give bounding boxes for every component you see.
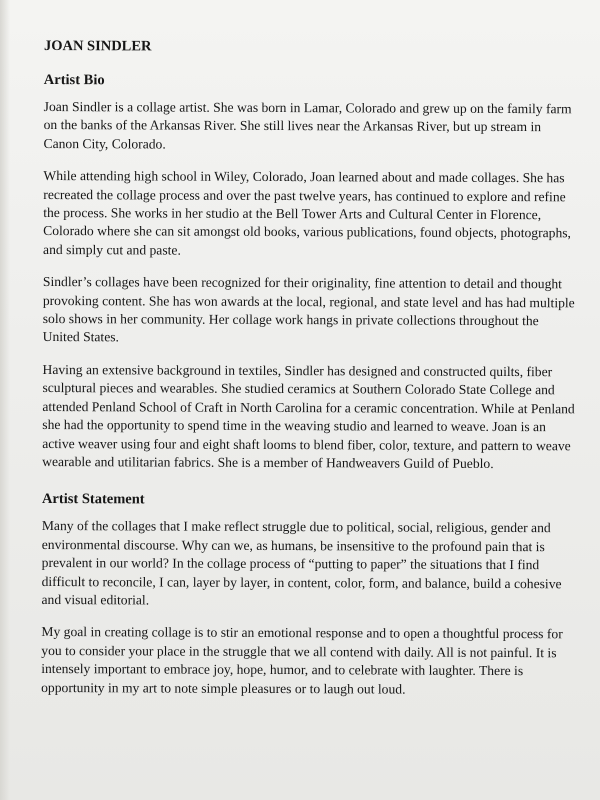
bio-section xyxy=(42,98,578,474)
bio-heading: Artist Bio xyxy=(43,71,105,89)
bio-paragraph-1: Joan Sindler is a collage artist. She was born in Lamar, Colorado and grew up on the family farm on the banks of the Arkansas River. She still lives near the Arkansas River, but up stream in Canon City, Colorado. xyxy=(43,98,572,152)
document-content xyxy=(41,36,578,699)
bio-paragraph-4: Having an extensive background in textiles, Sindler has designed and constructed quilts, fiber sculptural pieces and wearables. She studied ceramics at Southern Colorado State College and attended Penland School of Craft in North Carolina for a ceramic concentration. While at Penland she had the opportunity to spend time in the weaving studio and learned to weave. Joan is an active weaver using four and eight shaft looms to blend fiber, color, texture, and pattern to weave wearable and utilitarian fabrics. She is a member of Handweavers Guild of Pueblo. xyxy=(42,361,575,471)
statement-section xyxy=(41,517,576,699)
bio-paragraph-3: Sindler’s collages have been recognized for their originality, fine attention to detail and thought provoking content. She has won awards at the local, regional, and state level and has had multiple solo shows in her community. Her collage work hangs in private collections throughout the United States. xyxy=(42,274,575,345)
section-spacer xyxy=(42,471,576,491)
statement-paragraph-2: My goal in creating collage is to stir an emotional response and to open a thoughtful process for you to consider your place in the struggle that we all contend with daily. All is not painful. It is intensely important to embrace joy, hope, humor, and to celebrate with laughter. There is opportunity in my art to note simple pleasures or to laugh out loud. xyxy=(41,624,563,697)
artist-name: JOAN SINDLER xyxy=(43,37,152,55)
page-shadow-edge xyxy=(0,0,10,800)
bio-paragraph-2: While attending high school in Wiley, Colorado, Joan learned about and made collages. She has recreated the collage process and over the past twelve years, has continued to explore and refine the process. She works in her studio at the Bell Tower Arts and Cultural Center in Florence, Colorado where she can sit amongst old books, various publications, found objects, photographs, and simply cut and paste. xyxy=(43,168,571,258)
statement-heading: Artist Statement xyxy=(41,491,145,508)
statement-paragraph-1: Many of the collages that I make reflect struggle due to political, social, religious, gender and environmental discourse. Why can we, as humans, be insensitive to the profound pain that is prevalent in our world? In the collage process of “putting to paper” the situations that I find difficult to reconcile, I can, layer by layer, in content, color, form, and balance, build a cohesive and visual editorial. xyxy=(41,518,562,608)
